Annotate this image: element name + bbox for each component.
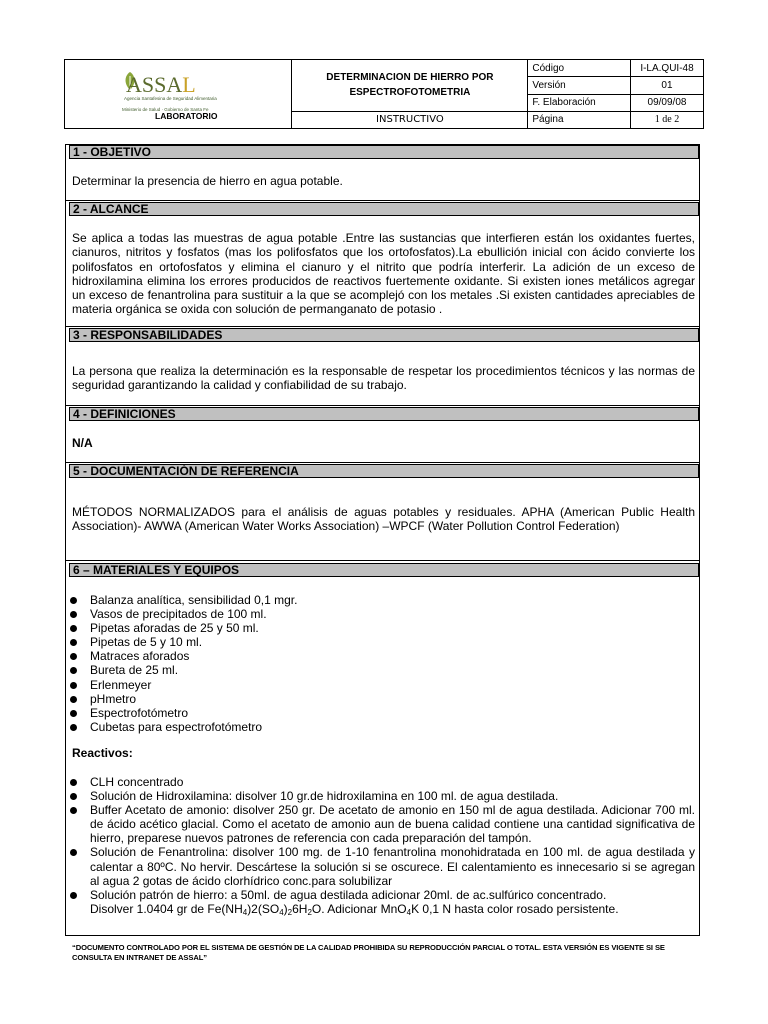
list-item: Solución de Hidroxilamina: disolver 10 gr.de hidroxilamina en 100 ml. de agua destilada. bbox=[72, 789, 695, 803]
logo-subtitle-2: Ministerio de Salud · Gobierno de Santa Fe bbox=[122, 107, 209, 112]
logo-subtitle: Agencia Santafesina de Seguridad Alimentaria bbox=[124, 96, 217, 101]
list-item: Solución de Fenantrolina: disolver 100 mg. de 1-10 fenantrolina monohidratada en 100 ml. de agua destilada y calentar a 80ºC. No hervir. Descártese la solución si se oscurece. El calentamiento es innecesario si se agregan al agua 2 gotas de ácido clorhídrico conc.para solubilizar bbox=[72, 845, 695, 887]
meta-label-elaboracion: F. Elaboración bbox=[528, 94, 631, 111]
responsabilidades-text: La persona que realiza la determinación es la responsable de respetar los procedimientos técnicos y las normas de seguridad garantizando la calidad y confiabilidad de su trabajo. bbox=[72, 364, 695, 393]
section-divider bbox=[65, 462, 700, 463]
list-item: Pipetas aforadas de 25 y 50 ml. bbox=[72, 621, 695, 635]
logo-name: ASSAL bbox=[126, 72, 196, 97]
section-heading-objetivo: 1 - OBJETIVO bbox=[69, 145, 699, 159]
list-item: Vasos de precipitados de 100 ml. bbox=[72, 607, 695, 621]
section-heading-documentacion: 5 - DOCUMENTACIÓN DE REFERENCIA bbox=[69, 464, 699, 478]
list-item: Espectrofotómetro bbox=[72, 706, 695, 720]
definiciones-text: N/A bbox=[72, 436, 93, 450]
list-item: Solución patrón de hierro: a 50ml. de agua destilada adicionar 20ml. de ac.sulfúrico concentrado. Disolver 1.0404 gr de $Fe(NH_4)2(SO_4)_26H_2O$. Adicionar MnO$_4$K 0,1 N hasta color rosado persistente. bbox=[72, 888, 695, 916]
list-item: Buffer Acetato de amonio: disolver 250 gr. De acetato de amonio en 150 ml de agua destilada. Adicionar 700 ml. de ácido acético glacial. Como el acetato de amonio aun de buena calidad contiene una cantidad significativa de hierro, preparese nuevos patrones de referencia con cada preparación del tampón. bbox=[72, 803, 695, 845]
section-heading-alcance: 2 - ALCANCE bbox=[69, 202, 699, 216]
meta-value-elaboracion: 09/09/08 bbox=[630, 94, 703, 111]
objetivo-text: Determinar la presencia de hierro en agua potable. bbox=[72, 174, 343, 188]
list-item: Pipetas de 5 y 10 ml. bbox=[72, 635, 695, 649]
document-title: DETERMINACION DE HIERRO POR ESPECTROFOTOMETRIA bbox=[292, 60, 528, 112]
meta-label-version: Versión bbox=[528, 77, 631, 94]
list-item: pHmetro bbox=[72, 692, 695, 706]
reactivos-heading: Reactivos: bbox=[72, 746, 133, 760]
list-item: CLH concentrado bbox=[72, 775, 695, 789]
meta-value-pagina: 1 de 2 bbox=[630, 111, 703, 128]
meta-label-pagina: Página bbox=[528, 111, 631, 128]
materiales-list bbox=[72, 593, 695, 734]
list-item: Balanza analítica, sensibilidad 0,1 mgr. bbox=[72, 593, 695, 607]
section-heading-definiciones: 4 - DEFINICIONES bbox=[69, 407, 699, 421]
list-item: Matraces aforados bbox=[72, 649, 695, 663]
logo-section: LABORATORIO bbox=[155, 111, 218, 121]
reactivos-list bbox=[72, 775, 695, 916]
section-divider bbox=[65, 405, 700, 406]
meta-label-codigo: Código bbox=[528, 60, 631, 77]
footer-disclaimer: “DOCUMENTO CONTROLADO POR EL SISTEMA DE GESTIÓN DE LA CALIDAD PROHIBIDA SU REPRODUCCIÓN PARCIAL O TOTAL. ESTA VERSIÓN ES VIGENTE SI SE CONSULTA EN INTRANET DE ASSAL” bbox=[72, 943, 665, 962]
meta-value-codigo: I-LA.QUI-48 bbox=[630, 60, 703, 77]
logo-cell bbox=[65, 60, 292, 129]
section-heading-responsabilidades: 3 - RESPONSABILIDADES bbox=[69, 328, 699, 342]
meta-value-version: 01 bbox=[630, 77, 703, 94]
list-item: Cubetas para espectrofotómetro bbox=[72, 720, 695, 734]
document-header bbox=[64, 59, 704, 129]
documentacion-text: MÉTODOS NORMALIZADOS para el análisis de aguas potables y residuales. APHA (American Public Health Association)- AWWA (American Water Works Association) –WPCF (Water Pollution Control Federation) bbox=[72, 505, 695, 534]
document-type: INSTRUCTIVO bbox=[292, 111, 528, 128]
section-divider bbox=[65, 560, 700, 561]
list-item: Erlenmeyer bbox=[72, 678, 695, 692]
list-item: Bureta de 25 ml. bbox=[72, 663, 695, 677]
assal-logo bbox=[120, 66, 270, 122]
section-divider bbox=[65, 326, 700, 327]
alcance-text: Se aplica a todas las muestras de agua potable .Entre las sustancias que interfieren están los oxidantes fuertes, cianuros, nitritos y fosfatos (mas los polifosfatos que los ortofosfatos).La ebullición inicial con ácido convierte los polifosfatos en ortofosfatos y elimina el cianuro y el nitrito que podría interferir. La adición de un exceso de hidroxilamina elimina los errores producidos de reactivos fuertemente oxidante. Si existen iones metálicos agregar un exceso de fenantrolina para sustituir a la que se acomplejó con los metales .Si existen cantidades apreciables de materia orgánica se oxida con solución de permanganato de potasio . bbox=[72, 231, 695, 317]
section-heading-materiales: 6 – MATERIALES Y EQUIPOS bbox=[69, 563, 699, 577]
section-divider bbox=[65, 200, 700, 201]
